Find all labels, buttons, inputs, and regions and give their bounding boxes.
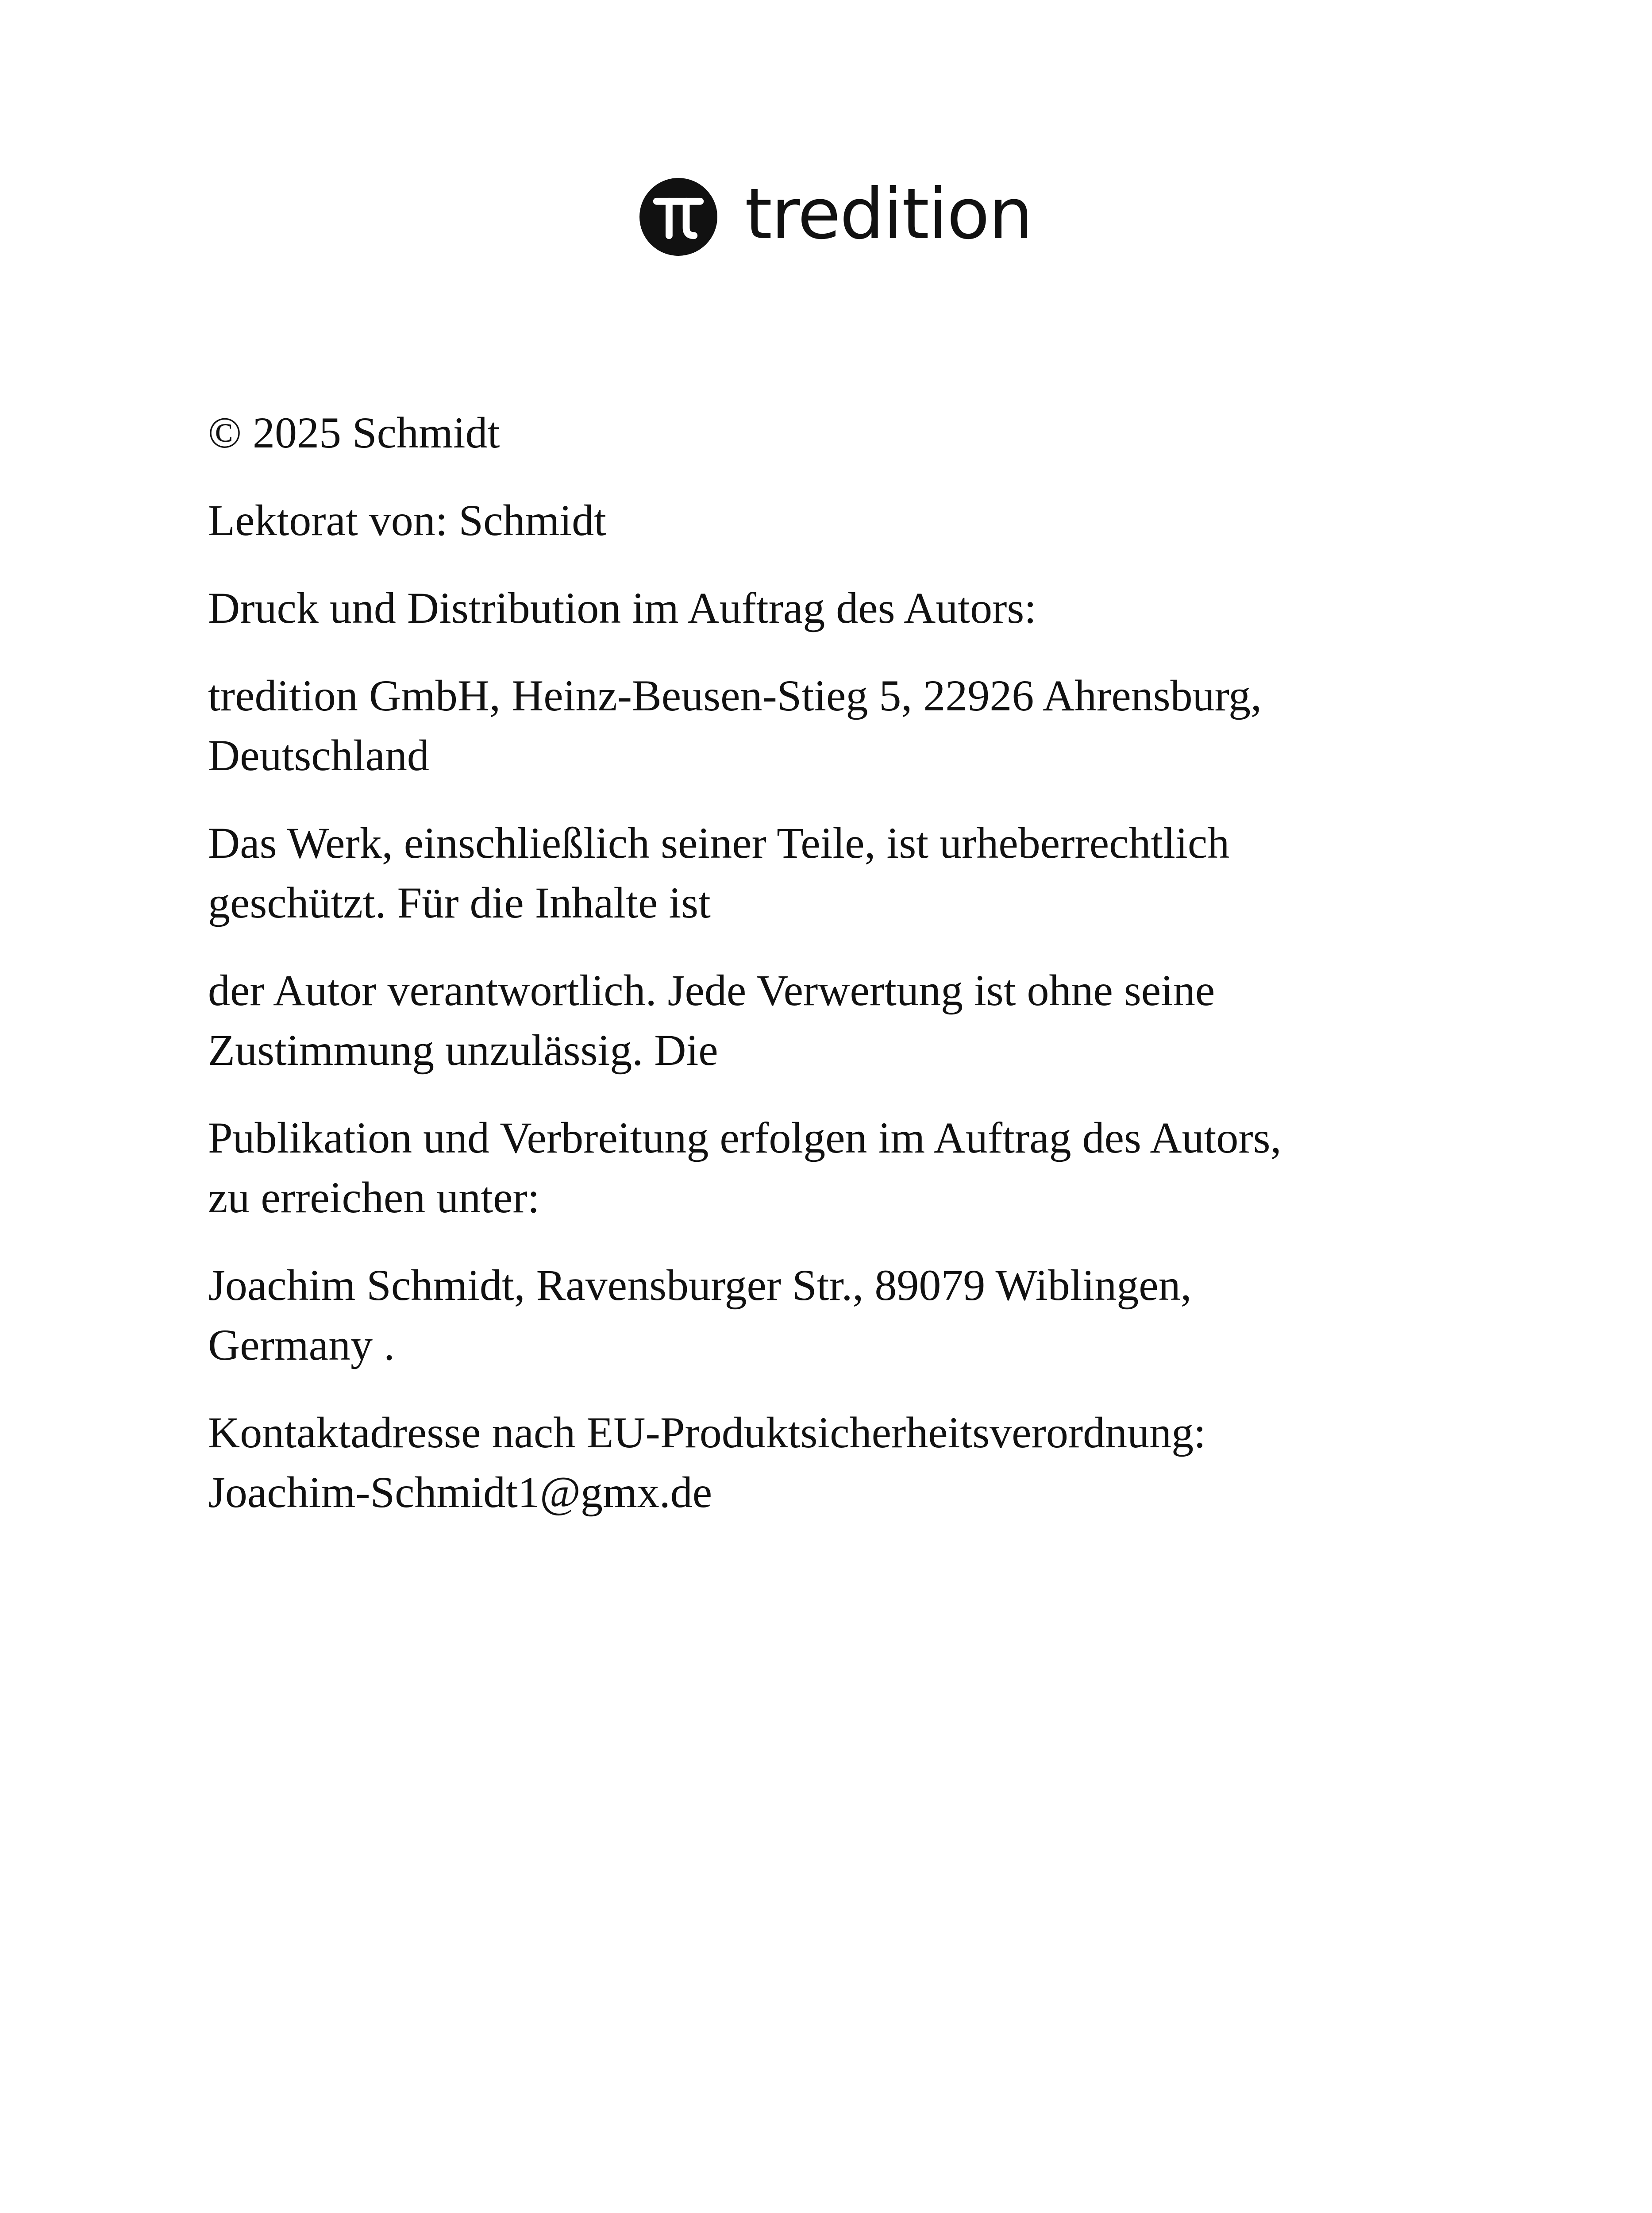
copyright-notice (208, 813, 1469, 933)
contact-label: Kontaktadresse nach EU-Produktsicherheitsverordnung: (208, 1408, 1206, 1457)
print-distribution-text: Druck und Distribution im Auftrag des Autors: (208, 583, 1037, 632)
author-address-line: Germany . (208, 1320, 395, 1369)
publication-notice (208, 1108, 1469, 1227)
publisher-address-line: tredition GmbH, Heinz-Beusen-Stieg 5, 22926 Ahrensburg, (208, 671, 1262, 720)
copyright-notice-line: Das Werk, einschließlich seiner Teile, ist urheberrechtlich (208, 818, 1230, 867)
author-address-line: Joachim Schmidt, Ravensburger Str., 89079 Wiblingen, (208, 1261, 1192, 1310)
editing-line (208, 490, 1469, 550)
copyright-line (208, 403, 1469, 463)
tredition-logo-icon (639, 178, 717, 256)
publisher-logo (639, 173, 1032, 257)
editing-text: Lektorat von: Schmidt (208, 496, 606, 545)
publication-line: Publikation und Verbreitung erfolgen im Auftrag des Autors, (208, 1113, 1282, 1162)
logo-wordmark: tredition (745, 173, 1032, 255)
imprint-text (208, 403, 1469, 1550)
publisher-address-line: Deutschland (208, 731, 429, 780)
copyright-text: © 2025 Schmidt (208, 408, 500, 457)
copyright-notice-line: geschützt. Für die Inhalte ist (208, 878, 711, 927)
contact-info (208, 1403, 1469, 1522)
publisher-address (208, 666, 1469, 785)
contact-email: Joachim-Schmidt1@gmx.de (208, 1468, 712, 1517)
responsibility-line: der Autor verantwortlich. Jede Verwertung ist ohne seine (208, 966, 1215, 1015)
responsibility-notice (208, 960, 1469, 1080)
author-address (208, 1255, 1469, 1375)
publication-line: zu erreichen unter: (208, 1173, 540, 1222)
print-distribution-line (208, 578, 1469, 638)
responsibility-line: Zustimmung unzulässig. Die (208, 1026, 718, 1075)
